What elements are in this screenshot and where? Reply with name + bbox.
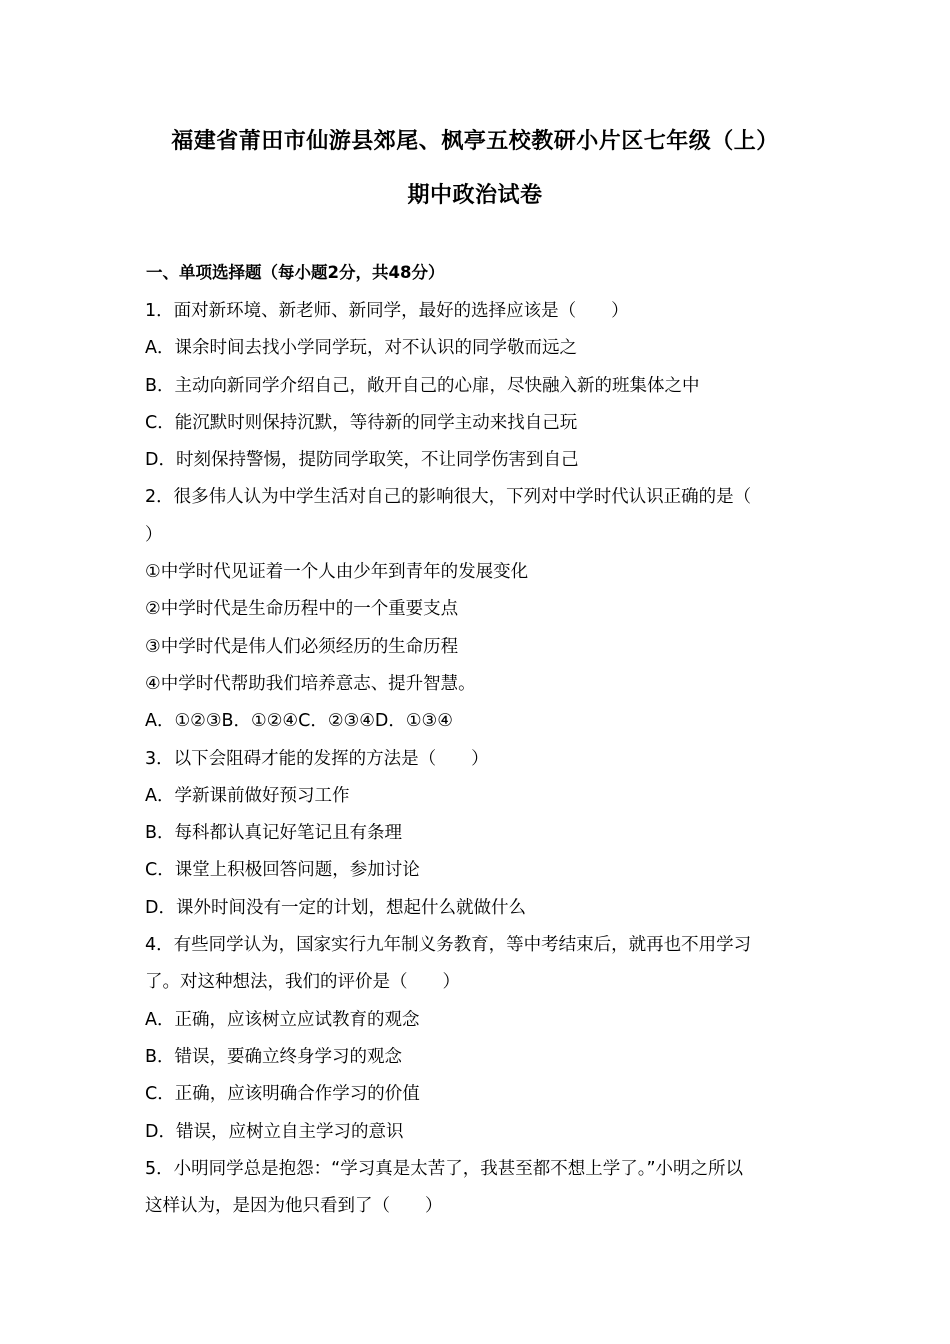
question-body <box>145 293 815 1225</box>
statement-line: ③中学时代是伟人们必须经历的生命历程 <box>145 636 459 657</box>
option-line: B．错误，要确立终身学习的观念 <box>145 1046 403 1067</box>
option-line: D．错误，应树立自主学习的意识 <box>145 1121 404 1142</box>
question-line: 了。对这种想法，我们的评价是（ ） <box>145 972 460 993</box>
option-line: A．课余时间去找小学同学玩，对不认识的同学敬而远之 <box>145 338 577 359</box>
option-line: A．学新课前做好预习工作 <box>145 785 350 806</box>
option-line: C．正确，应该明确合作学习的价值 <box>145 1084 420 1105</box>
option-line: D．课外时间没有一定的计划，想起什么就做什么 <box>145 897 526 918</box>
question-line: 5．小明同学总是抱怨：“学习真是太苦了，我甚至都不想上学了。”小明之所以 <box>145 1158 744 1179</box>
question-line: 4．有些同学认为，国家实行九年制义务教育，等中考结束后，就再也不用学习 <box>145 935 752 956</box>
option-line: A．正确，应该树立应试教育的观念 <box>145 1009 420 1030</box>
option-line: B．主动向新同学介绍自己，敞开自己的心扉，尽快融入新的班集体之中 <box>145 375 700 396</box>
statement-line: ④中学时代帮助我们培养意志、提升智慧。 <box>145 673 476 694</box>
option-line: A．①②③B．①②④C．②③④D．①③④ <box>145 711 453 732</box>
section-heading: 一、单项选择题（每小题2分，共48分） <box>146 263 445 282</box>
question-line: 2．很多伟人认为中学生活对自己的影响很大，下列对中学时代认识正确的是（ <box>145 487 752 508</box>
question-line: 3．以下会阻碍才能的发挥的方法是（ ） <box>145 748 489 769</box>
statement-line: ①中学时代见证着一个人由少年到青年的发展变化 <box>145 562 529 583</box>
statement-line: ②中学时代是生命历程中的一个重要支点 <box>145 599 459 620</box>
option-line: C．能沉默时则保持沉默，等待新的同学主动来找自己玩 <box>145 412 578 433</box>
option-line: C．课堂上积极回答问题，参加讨论 <box>145 860 420 881</box>
exam-title-line2: 期中政治试卷 <box>407 183 543 208</box>
question-line: ） <box>145 524 163 545</box>
exam-title-line1: 福建省莆田市仙游县郊尾、枫亭五校教研小片区七年级（上） <box>171 129 779 154</box>
question-line: 1．面对新环境、新老师、新同学，最好的选择应该是（ ） <box>145 301 629 321</box>
question-line: 这样认为，是因为他只看到了（ ） <box>145 1196 443 1217</box>
option-line: D．时刻保持警惕，提防同学取笑，不让同学伤害到自己 <box>145 450 579 471</box>
option-line: B．每科都认真记好笔记且有条理 <box>145 823 403 844</box>
